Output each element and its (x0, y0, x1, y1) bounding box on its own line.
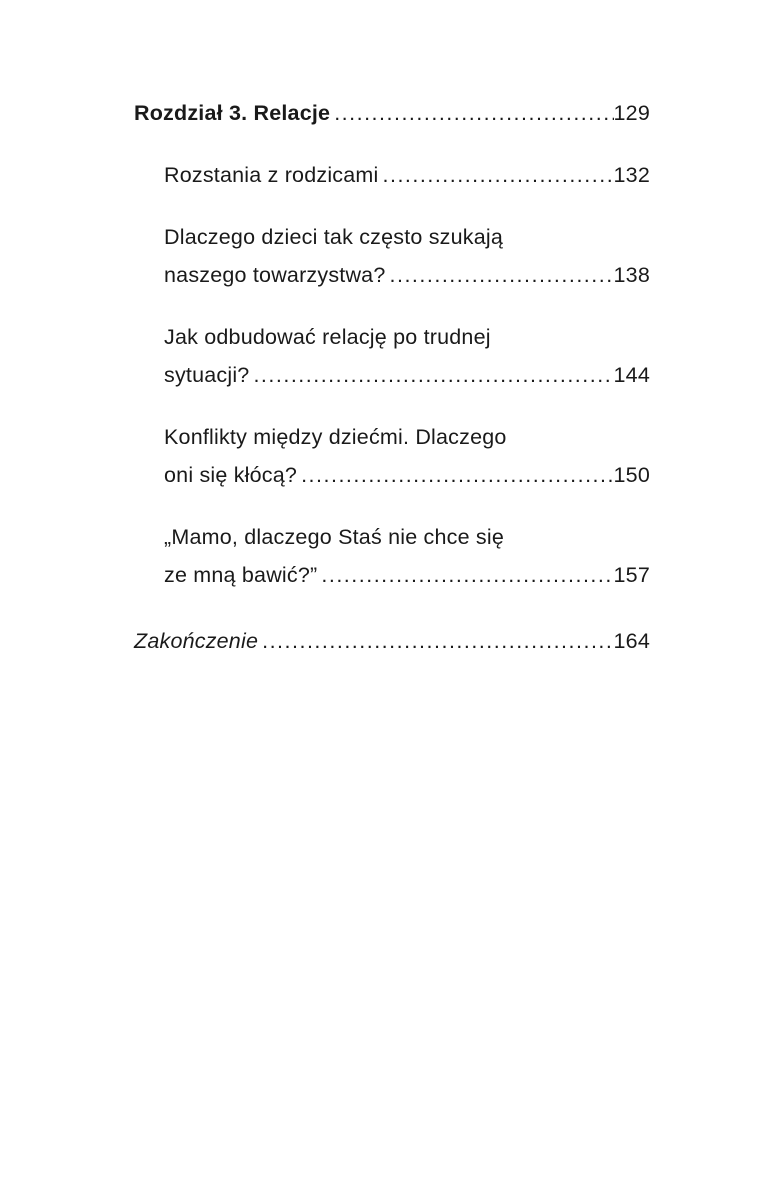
section-title-line-2: naszego towarzystwa? (164, 263, 386, 287)
toc-section-entry[interactable] (164, 418, 650, 494)
dot-leader (330, 94, 613, 132)
toc-section-entry[interactable] (164, 518, 650, 594)
toc-line (134, 94, 650, 132)
section-title-line-1: „Mamo, dlaczego Staś nie chce się (164, 525, 505, 549)
toc-chapter-entry[interactable] (134, 94, 650, 132)
dot-leader (249, 356, 613, 394)
toc-section-entry[interactable] (164, 318, 650, 394)
page-number: 157 (613, 563, 650, 587)
toc-line (164, 456, 650, 494)
section-title-line-1: Dlaczego dzieci tak często szukają (164, 225, 504, 249)
page-number: 150 (613, 463, 650, 487)
table-of-contents (134, 94, 650, 660)
page-number: 129 (613, 101, 650, 125)
dot-leader (386, 256, 614, 294)
toc-line (134, 622, 650, 660)
section-title-line-1: Jak odbudować relację po trudnej (164, 325, 491, 349)
page-number: 144 (613, 363, 650, 387)
toc-line (164, 256, 650, 294)
section-title-line-1: Konflikty między dziećmi. Dlaczego (164, 425, 507, 449)
dot-leader (258, 622, 613, 660)
dot-leader (317, 556, 613, 594)
chapter-title: Rozdział 3. Relacje (134, 101, 331, 125)
toc-section-entry[interactable] (164, 218, 650, 294)
toc-line (164, 556, 650, 594)
section-title: Rozstania z rodzicami (164, 163, 379, 187)
ending-title: Zakończenie (134, 629, 259, 653)
section-title-line-2: oni się kłócą? (164, 463, 298, 487)
section-title-line-2: ze mną bawić?” (164, 563, 318, 587)
toc-ending-entry[interactable] (134, 622, 650, 660)
toc-section-entry[interactable] (164, 156, 650, 194)
toc-line (164, 156, 650, 194)
page-number: 138 (613, 263, 650, 287)
dot-leader (379, 156, 614, 194)
dot-leader (297, 456, 613, 494)
page-number: 164 (613, 629, 650, 653)
section-title-line-2: sytuacji? (164, 363, 250, 387)
toc-line (164, 356, 650, 394)
page-number: 132 (613, 163, 650, 187)
